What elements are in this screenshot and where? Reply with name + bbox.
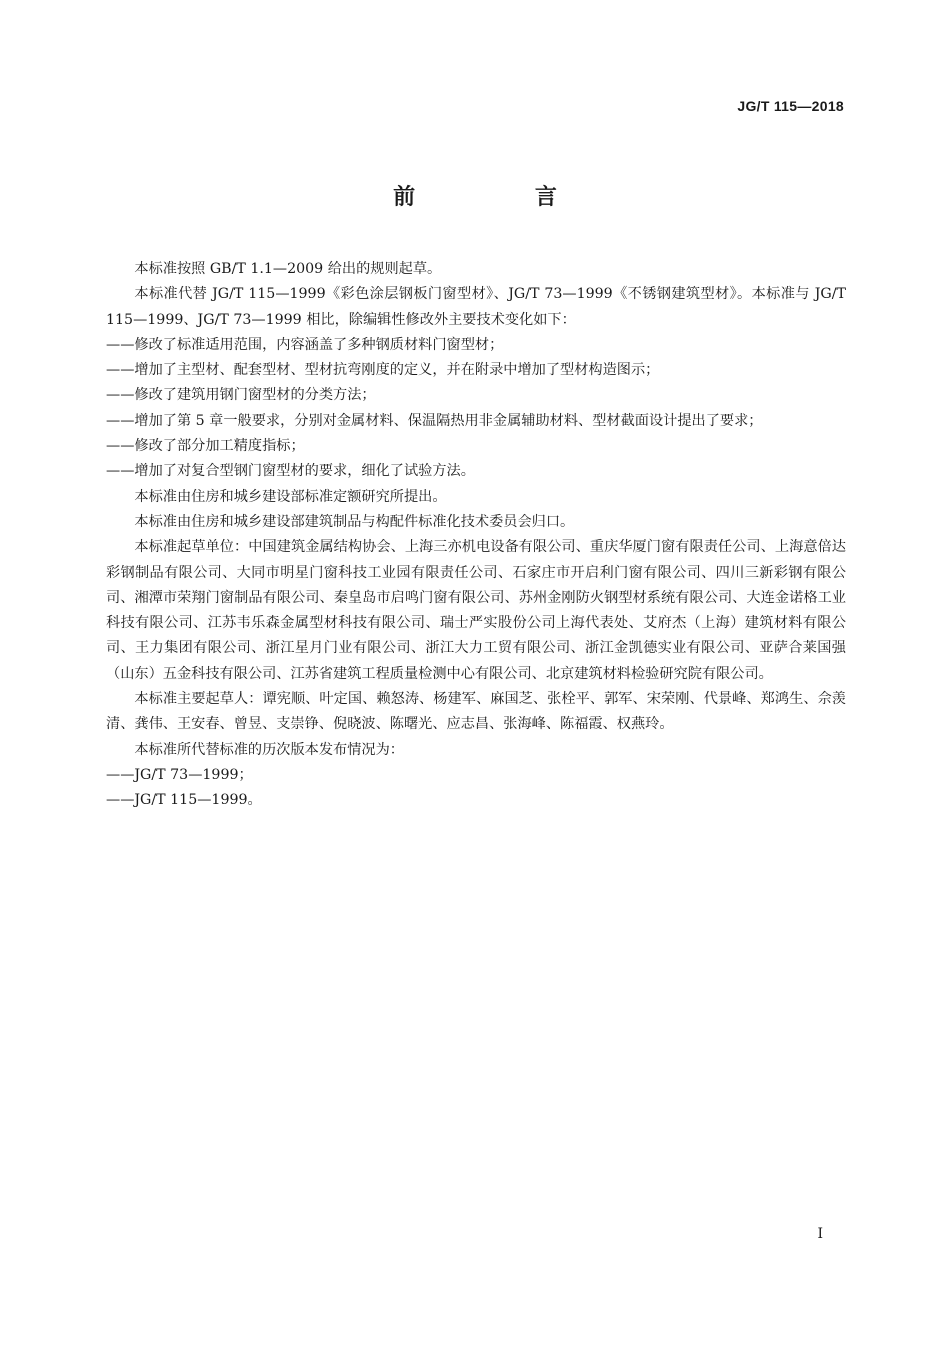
list-item-history: ——JG/T 115—1999。: [106, 792, 262, 809]
page-title: 前 言: [393, 185, 613, 210]
list-item-history: ——JG/T 73—1999；: [106, 766, 253, 783]
list-item-change: ——修改了建筑用钢门窗型材的分类方法；: [106, 387, 376, 404]
page-number: I: [817, 1226, 823, 1242]
paragraph-history-intro: 本标准所代替标准的历次版本发布情况为：: [134, 741, 404, 758]
list-item-change: ——增加了主型材、配套型材、型材抗弯刚度的定义，并在附录中增加了型材构造图示；: [106, 362, 660, 379]
list-item-change: ——增加了第 5 章一般要求，分别对金属材料、保温隔热用非金属辅助材料、型材截面设计提出了要求；: [106, 412, 763, 429]
list-item-change: ——增加了对复合型钢门窗型材的要求，细化了试验方法。: [106, 463, 475, 480]
list-item-change: ——修改了部分加工精度指标；: [106, 438, 305, 455]
paragraph-drafting-units: 本标准起草单位：中国建筑金属结构协会、上海三亦机电设备有限公司、重庆华厦门窗有限责任公司、上海意倍达彩钢制品有限公司、大同市明星门窗科技工业园有限责任公司、石家庄市开启利门窗有限公司、四川三新彩钢有限公司、湘潭市荣翔门窗制品有限公司、秦皇岛市启鸣门窗有限公司、苏州金刚防火钢型材系统有限公司、大连金诺格工业科技有限公司、江苏韦乐森金属型材科技有限公司、瑞士严实股份公司上海代表处、艾府杰（上海）建筑材料有限公司、王力集团有限公司、浙江星月门业有限公司、浙江大力工贸有限公司、浙江金凯德实业有限公司、亚萨合莱国强（山东）五金科技有限公司、江苏省建筑工程质量检测中心有限公司、北京建筑材料检验研究院有限公司。: [106, 539, 846, 682]
paragraph-replacement: 本标准代替 JG/T 115—1999《彩色涂层钢板门窗型材》、JG/T 73—1999《不锈钢建筑型材》。本标准与 JG/T 115—1999、JG/T 73—1999 相比，除编辑性修改外主要技术变化如下：: [106, 286, 846, 328]
foreword-body: [106, 257, 846, 814]
list-item-change: ——修改了标准适用范围，内容涵盖了多种钢质材料门窗型材；: [106, 336, 504, 353]
standard-code-header: JG/T 115—2018: [737, 98, 844, 114]
paragraph-drafting-rule: 本标准按照 GB/T 1.1—2009 给出的规则起草。: [134, 261, 442, 277]
paragraph-proposer: 本标准由住房和城乡建设部标准定额研究所提出。: [134, 488, 447, 505]
paragraph-administrator: 本标准由住房和城乡建设部建筑制品与构配件标准化技术委员会归口。: [134, 513, 575, 530]
paragraph-drafters: 本标准主要起草人：谭宪顺、叶定国、赖怒涛、杨建军、麻国芝、张栓平、郭军、宋荣刚、代景峰、郑鸿生、佘羡清、龚伟、王安春、曾昱、支崇铮、倪晓波、陈曙光、应志昌、张海峰、陈福霞、权燕玲。: [106, 691, 846, 733]
